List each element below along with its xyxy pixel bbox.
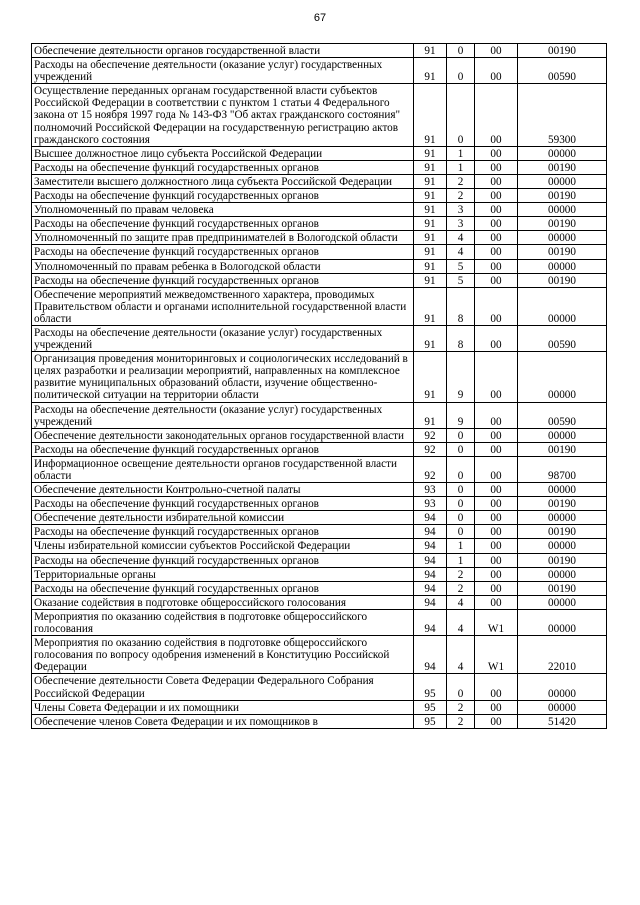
expense-code-cell: 00000 — [518, 203, 607, 217]
row-name-cell: Расходы на обеспечение деятельности (оказание услуг) государственных учреждений — [32, 58, 414, 84]
expense-code-cell: 00190 — [518, 44, 607, 58]
row-name-cell: Расходы на обеспечение функций государственных органов — [32, 442, 414, 456]
program-code-cell: 95 — [414, 714, 447, 728]
direction-code-cell: W1 — [475, 636, 518, 674]
table-row — [32, 567, 607, 581]
row-name-cell: Расходы на обеспечение функций государственных органов — [32, 245, 414, 259]
expense-code-cell: 00590 — [518, 402, 607, 428]
table-row — [32, 44, 607, 58]
row-name-cell: Обеспечение деятельности органов государственной власти — [32, 44, 414, 58]
subprogram-code-cell: 4 — [447, 636, 475, 674]
subprogram-code-cell: 1 — [447, 146, 475, 160]
page-number: 67 — [313, 12, 327, 24]
subprogram-code-cell: 9 — [447, 352, 475, 402]
table-row — [32, 325, 607, 351]
direction-code-cell: 00 — [475, 189, 518, 203]
expense-code-cell: 00000 — [518, 700, 607, 714]
subprogram-code-cell: 8 — [447, 287, 475, 325]
row-name-cell: Расходы на обеспечение функций государственных органов — [32, 553, 414, 567]
table-row — [32, 700, 607, 714]
subprogram-code-cell: 2 — [447, 174, 475, 188]
row-name-cell: Обеспечение деятельности Контрольно-счетной палаты — [32, 483, 414, 497]
expense-code-cell: 00000 — [518, 539, 607, 553]
table-row — [32, 231, 607, 245]
direction-code-cell: 00 — [475, 203, 518, 217]
program-code-cell: 91 — [414, 146, 447, 160]
direction-code-cell: 00 — [475, 273, 518, 287]
table-row — [32, 609, 607, 635]
expense-code-cell: 22010 — [518, 636, 607, 674]
program-code-cell: 94 — [414, 511, 447, 525]
direction-code-cell: 00 — [475, 58, 518, 84]
direction-code-cell: 00 — [475, 539, 518, 553]
row-name-cell: Мероприятия по оказанию содействия в подготовке общероссийского голосования — [32, 609, 414, 635]
row-name-cell: Мероприятия по оказанию содействия в подготовке общероссийского голосования по вопросу одобрения изменений в Конституцию Российской Федерации — [32, 636, 414, 674]
table-row — [32, 259, 607, 273]
row-name-cell: Обеспечение деятельности законодательных органов государственной власти — [32, 428, 414, 442]
row-name-cell: Уполномоченный по правам человека — [32, 203, 414, 217]
row-name-cell: Обеспечение членов Совета Федерации и их помощников в — [32, 714, 414, 728]
expense-code-cell: 00190 — [518, 553, 607, 567]
subprogram-code-cell: 0 — [447, 483, 475, 497]
expense-code-cell: 00000 — [518, 231, 607, 245]
table-row — [32, 553, 607, 567]
row-name-cell: Расходы на обеспечение функций государственных органов — [32, 189, 414, 203]
table-row — [32, 217, 607, 231]
direction-code-cell: 00 — [475, 442, 518, 456]
direction-code-cell: 00 — [475, 700, 518, 714]
subprogram-code-cell: 2 — [447, 700, 475, 714]
program-code-cell: 92 — [414, 456, 447, 482]
direction-code-cell: 00 — [475, 483, 518, 497]
direction-code-cell: 00 — [475, 581, 518, 595]
row-name-cell: Оказание содействия в подготовке общероссийского голосования — [32, 595, 414, 609]
subprogram-code-cell: 4 — [447, 595, 475, 609]
direction-code-cell: 00 — [475, 595, 518, 609]
expense-code-cell: 00590 — [518, 325, 607, 351]
expense-code-cell: 00000 — [518, 674, 607, 700]
subprogram-code-cell: 9 — [447, 402, 475, 428]
row-name-cell: Организация проведения мониторинговых и социологических исследований в целях разработки и реализации мероприятий, направленных на комплексное развитие муниципальных образований области, изучение общественно-политической ситуации на территории области — [32, 352, 414, 402]
direction-code-cell: 00 — [475, 146, 518, 160]
program-code-cell: 95 — [414, 700, 447, 714]
row-name-cell: Члены избирательной комиссии субъектов Российской Федерации — [32, 539, 414, 553]
direction-code-cell: W1 — [475, 609, 518, 635]
program-code-cell: 91 — [414, 287, 447, 325]
table-body — [32, 44, 607, 729]
row-name-cell: Расходы на обеспечение деятельности (оказание услуг) государственных учреждений — [32, 402, 414, 428]
table-row — [32, 287, 607, 325]
table-row — [32, 203, 607, 217]
direction-code-cell: 00 — [475, 174, 518, 188]
expense-code-cell: 98700 — [518, 456, 607, 482]
table-row — [32, 428, 607, 442]
program-code-cell: 91 — [414, 245, 447, 259]
subprogram-code-cell: 3 — [447, 217, 475, 231]
direction-code-cell: 00 — [475, 231, 518, 245]
budget-classification-table — [31, 43, 607, 729]
direction-code-cell: 00 — [475, 245, 518, 259]
table-row — [32, 160, 607, 174]
program-code-cell: 91 — [414, 217, 447, 231]
table-row — [32, 442, 607, 456]
table-row — [32, 636, 607, 674]
table-row — [32, 189, 607, 203]
direction-code-cell: 00 — [475, 259, 518, 273]
table-row — [32, 483, 607, 497]
row-name-cell: Информационное освещение деятельности органов государственной власти области — [32, 456, 414, 482]
expense-code-cell: 00190 — [518, 217, 607, 231]
subprogram-code-cell: 3 — [447, 203, 475, 217]
program-code-cell: 94 — [414, 609, 447, 635]
expense-code-cell: 00000 — [518, 287, 607, 325]
expense-code-cell: 00000 — [518, 428, 607, 442]
table-row — [32, 273, 607, 287]
expense-code-cell: 00000 — [518, 483, 607, 497]
row-name-cell: Расходы на обеспечение деятельности (оказание услуг) государственных учреждений — [32, 325, 414, 351]
program-code-cell: 94 — [414, 539, 447, 553]
program-code-cell: 94 — [414, 581, 447, 595]
direction-code-cell: 00 — [475, 497, 518, 511]
subprogram-code-cell: 0 — [447, 525, 475, 539]
program-code-cell: 91 — [414, 189, 447, 203]
program-code-cell: 94 — [414, 595, 447, 609]
direction-code-cell: 00 — [475, 511, 518, 525]
table-row — [32, 174, 607, 188]
expense-code-cell: 00000 — [518, 511, 607, 525]
program-code-cell: 92 — [414, 428, 447, 442]
row-name-cell: Территориальные органы — [32, 567, 414, 581]
program-code-cell: 91 — [414, 84, 447, 146]
expense-code-cell: 00190 — [518, 273, 607, 287]
direction-code-cell: 00 — [475, 217, 518, 231]
row-name-cell: Расходы на обеспечение функций государственных органов — [32, 217, 414, 231]
direction-code-cell: 00 — [475, 44, 518, 58]
subprogram-code-cell: 0 — [447, 428, 475, 442]
program-code-cell: 91 — [414, 259, 447, 273]
table-row — [32, 511, 607, 525]
subprogram-code-cell: 0 — [447, 44, 475, 58]
program-code-cell: 94 — [414, 553, 447, 567]
row-name-cell: Расходы на обеспечение функций государственных органов — [32, 160, 414, 174]
direction-code-cell: 00 — [475, 428, 518, 442]
table-row — [32, 402, 607, 428]
row-name-cell: Осуществление переданных органам государственной власти субъектов Российской Федерации в соответствии с пунктом 1 статьи 4 Федерального закона от 15 ноября 1997 года № 143-ФЗ "Об актах гражданского состояния" полномочий Российской Федерации на государственную регистрацию актов гражданского состояния — [32, 84, 414, 146]
table-row — [32, 58, 607, 84]
subprogram-code-cell: 0 — [447, 511, 475, 525]
program-code-cell: 91 — [414, 402, 447, 428]
table-row — [32, 84, 607, 146]
direction-code-cell: 00 — [475, 553, 518, 567]
table-row — [32, 595, 607, 609]
expense-code-cell: 00190 — [518, 497, 607, 511]
program-code-cell: 95 — [414, 674, 447, 700]
row-name-cell: Высшее должностное лицо субъекта Российской Федерации — [32, 146, 414, 160]
row-name-cell: Расходы на обеспечение функций государственных органов — [32, 273, 414, 287]
row-name-cell: Заместители высшего должностного лица субъекта Российской Федерации — [32, 174, 414, 188]
program-code-cell: 91 — [414, 203, 447, 217]
row-name-cell: Обеспечение мероприятий межведомственного характера, проводимых Правительством области и органами исполнительной государственной власти области — [32, 287, 414, 325]
subprogram-code-cell: 2 — [447, 714, 475, 728]
subprogram-code-cell: 1 — [447, 553, 475, 567]
table-row — [32, 146, 607, 160]
expense-code-cell: 00000 — [518, 595, 607, 609]
direction-code-cell: 00 — [475, 567, 518, 581]
direction-code-cell: 00 — [475, 456, 518, 482]
expense-code-cell: 00000 — [518, 146, 607, 160]
direction-code-cell: 00 — [475, 525, 518, 539]
subprogram-code-cell: 8 — [447, 325, 475, 351]
program-code-cell: 91 — [414, 273, 447, 287]
table-row — [32, 456, 607, 482]
expense-code-cell: 00190 — [518, 581, 607, 595]
table-row — [32, 525, 607, 539]
direction-code-cell: 00 — [475, 287, 518, 325]
table-row — [32, 539, 607, 553]
expense-code-cell: 59300 — [518, 84, 607, 146]
expense-code-cell: 00190 — [518, 442, 607, 456]
direction-code-cell: 00 — [475, 325, 518, 351]
row-name-cell: Уполномоченный по правам ребенка в Вологодской области — [32, 259, 414, 273]
subprogram-code-cell: 0 — [447, 442, 475, 456]
program-code-cell: 92 — [414, 442, 447, 456]
row-name-cell: Члены Совета Федерации и их помощники — [32, 700, 414, 714]
subprogram-code-cell: 0 — [447, 58, 475, 84]
expense-code-cell: 00190 — [518, 189, 607, 203]
program-code-cell: 94 — [414, 567, 447, 581]
program-code-cell: 91 — [414, 44, 447, 58]
program-code-cell: 91 — [414, 174, 447, 188]
subprogram-code-cell: 0 — [447, 674, 475, 700]
program-code-cell: 94 — [414, 636, 447, 674]
subprogram-code-cell: 2 — [447, 189, 475, 203]
direction-code-cell: 00 — [475, 714, 518, 728]
expense-code-cell: 00190 — [518, 160, 607, 174]
subprogram-code-cell: 1 — [447, 160, 475, 174]
program-code-cell: 93 — [414, 483, 447, 497]
expense-code-cell: 00000 — [518, 352, 607, 402]
subprogram-code-cell: 4 — [447, 245, 475, 259]
expense-code-cell: 00000 — [518, 174, 607, 188]
program-code-cell: 91 — [414, 352, 447, 402]
expense-code-cell: 00190 — [518, 245, 607, 259]
subprogram-code-cell: 2 — [447, 581, 475, 595]
row-name-cell: Расходы на обеспечение функций государственных органов — [32, 525, 414, 539]
program-code-cell: 91 — [414, 160, 447, 174]
row-name-cell: Обеспечение деятельности избирательной комиссии — [32, 511, 414, 525]
expense-code-cell: 00590 — [518, 58, 607, 84]
direction-code-cell: 00 — [475, 674, 518, 700]
direction-code-cell: 00 — [475, 352, 518, 402]
table-row — [32, 714, 607, 728]
subprogram-code-cell: 0 — [447, 84, 475, 146]
table-row — [32, 581, 607, 595]
direction-code-cell: 00 — [475, 160, 518, 174]
expense-code-cell: 00000 — [518, 259, 607, 273]
row-name-cell: Расходы на обеспечение функций государственных органов — [32, 581, 414, 595]
subprogram-code-cell: 5 — [447, 273, 475, 287]
expense-code-cell: 51420 — [518, 714, 607, 728]
table-row — [32, 497, 607, 511]
table-row — [32, 245, 607, 259]
subprogram-code-cell: 4 — [447, 609, 475, 635]
subprogram-code-cell: 0 — [447, 456, 475, 482]
program-code-cell: 91 — [414, 231, 447, 245]
expense-code-cell: 00000 — [518, 609, 607, 635]
subprogram-code-cell: 1 — [447, 539, 475, 553]
subprogram-code-cell: 2 — [447, 567, 475, 581]
subprogram-code-cell: 4 — [447, 231, 475, 245]
direction-code-cell: 00 — [475, 84, 518, 146]
table-row — [32, 674, 607, 700]
row-name-cell: Расходы на обеспечение функций государственных органов — [32, 497, 414, 511]
subprogram-code-cell: 0 — [447, 497, 475, 511]
expense-code-cell: 00000 — [518, 567, 607, 581]
program-code-cell: 94 — [414, 525, 447, 539]
program-code-cell: 91 — [414, 58, 447, 84]
program-code-cell: 91 — [414, 325, 447, 351]
table-row — [32, 352, 607, 402]
expense-code-cell: 00190 — [518, 525, 607, 539]
subprogram-code-cell: 5 — [447, 259, 475, 273]
row-name-cell: Обеспечение деятельности Совета Федерации Федерального Собрания Российской Федерации — [32, 674, 414, 700]
direction-code-cell: 00 — [475, 402, 518, 428]
program-code-cell: 93 — [414, 497, 447, 511]
row-name-cell: Уполномоченный по защите прав предпринимателей в Вологодской области — [32, 231, 414, 245]
